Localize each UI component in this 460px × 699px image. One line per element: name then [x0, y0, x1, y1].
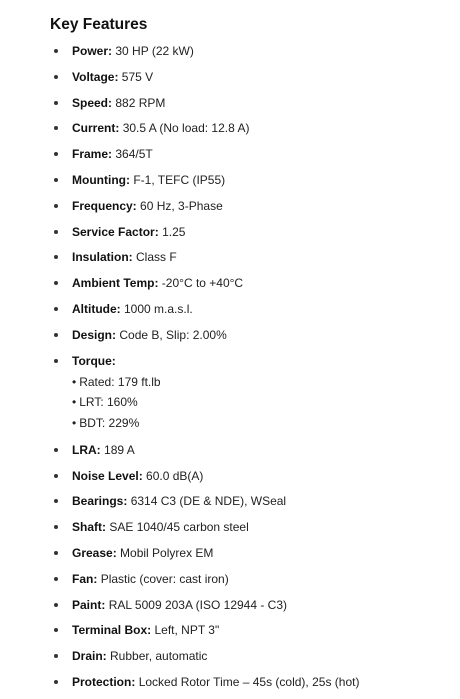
feature-value: 189 A	[104, 442, 135, 457]
feature-value: Rubber, automatic	[110, 649, 208, 664]
sub-item-text: LRT: 160%	[79, 395, 138, 410]
feature-value: 882 RPM	[115, 95, 166, 110]
bullet-icon	[54, 126, 58, 130]
bullet-icon	[54, 525, 58, 529]
sub-bullet-icon: •	[72, 415, 77, 430]
feature-label: Shaft:	[72, 520, 106, 535]
bullet-icon	[54, 474, 58, 478]
feature-value: 30.5 A (No load: 12.8 A)	[122, 121, 250, 136]
bullet-icon	[54, 204, 58, 208]
feature-value: 1000 m.a.s.l.	[124, 301, 193, 316]
feature-label: Fan:	[72, 571, 98, 586]
bullet-icon	[54, 603, 58, 607]
feature-value: Plastic (cover: cast iron)	[100, 571, 229, 586]
bullet-icon	[54, 49, 58, 53]
feature-list	[0, 42, 460, 699]
feature-label: Frequency:	[72, 198, 137, 213]
sub-list-item	[72, 413, 460, 434]
feature-value: -20°C to +40°C	[161, 276, 244, 291]
bullet-icon	[54, 281, 58, 285]
feature-value: SAE 1040/45 carbon steel	[109, 520, 249, 535]
feature-value: Mobil Polyrex EM	[120, 546, 214, 561]
feature-label: Speed:	[72, 95, 113, 110]
bullet-icon	[54, 551, 58, 555]
feature-item	[0, 119, 460, 137]
feature-label: Torque:	[72, 353, 116, 368]
sub-list-item	[72, 372, 460, 393]
feature-value: 60.0 dB(A)	[146, 468, 204, 483]
bullet-icon	[54, 333, 58, 337]
feature-label: Noise Level:	[72, 468, 143, 483]
feature-item	[0, 300, 460, 318]
feature-value: 6314 C3 (DE & NDE), WSeal	[130, 494, 287, 509]
sub-list	[72, 372, 460, 434]
feature-item	[0, 544, 460, 562]
bullet-icon	[54, 152, 58, 156]
sub-bullet-icon: •	[72, 374, 77, 389]
feature-label: Terminal Box:	[72, 623, 152, 638]
feature-value: Left, NPT 3"	[154, 623, 220, 638]
feature-value: 575 V	[121, 69, 154, 84]
feature-label: LRA:	[72, 442, 101, 457]
feature-item	[0, 441, 460, 459]
feature-item	[0, 352, 460, 434]
feature-item	[0, 492, 460, 510]
bullet-icon	[54, 448, 58, 452]
feature-label: Frame:	[72, 147, 113, 162]
sub-item-text: BDT: 229%	[79, 415, 140, 430]
feature-label: Bearings:	[72, 494, 128, 509]
feature-label: Insulation:	[72, 250, 133, 265]
feature-label: Mounting:	[72, 172, 130, 187]
bullet-icon	[54, 359, 58, 363]
feature-value: F-1, TEFC (IP55)	[133, 172, 226, 187]
feature-item	[0, 518, 460, 536]
feature-item	[0, 223, 460, 241]
bullet-icon	[54, 307, 58, 311]
feature-item	[0, 326, 460, 344]
feature-item	[0, 596, 460, 614]
feature-label: Paint:	[72, 597, 106, 612]
feature-value: Code B, Slip: 2.00%	[119, 327, 227, 342]
feature-label: Grease:	[72, 546, 117, 561]
feature-label: Current:	[72, 121, 120, 136]
feature-label: Drain:	[72, 649, 107, 664]
feature-item	[0, 621, 460, 639]
feature-item	[0, 467, 460, 485]
feature-value: 364/5T	[115, 147, 153, 162]
feature-item	[0, 42, 460, 60]
feature-label: Protection:	[72, 675, 136, 690]
bullet-icon	[54, 654, 58, 658]
feature-item	[0, 673, 460, 691]
feature-item	[0, 145, 460, 163]
feature-value: 1.25	[162, 224, 186, 239]
bullet-icon	[54, 230, 58, 234]
feature-label: Design:	[72, 327, 117, 342]
feature-value: Class F	[136, 250, 177, 265]
sub-bullet-icon: •	[72, 395, 77, 410]
feature-label: Ambient Temp:	[72, 276, 159, 291]
feature-item	[0, 68, 460, 86]
bullet-icon	[54, 255, 58, 259]
feature-item	[0, 274, 460, 292]
feature-value: RAL 5009 203A (ISO 12944 - C3)	[108, 597, 288, 612]
bullet-icon	[54, 75, 58, 79]
feature-item	[0, 570, 460, 588]
bullet-icon	[54, 680, 58, 684]
section-heading: Key Features	[50, 16, 148, 33]
feature-label: Service Factor:	[72, 224, 159, 239]
feature-value: 30 HP (22 kW)	[115, 44, 194, 58]
bullet-icon	[54, 628, 58, 632]
feature-item	[0, 248, 460, 266]
sub-list-item	[72, 392, 460, 413]
feature-value: Locked Rotor Time – 45s (cold), 25s (hot)	[138, 675, 360, 690]
feature-item	[0, 171, 460, 189]
sub-item-text: Rated: 179 ft.lb	[79, 374, 161, 389]
feature-label: Altitude:	[72, 301, 121, 316]
feature-item	[0, 94, 460, 112]
bullet-icon	[54, 577, 58, 581]
bullet-icon	[54, 499, 58, 503]
bullet-icon	[54, 101, 58, 105]
feature-item	[0, 197, 460, 215]
feature-label: Voltage:	[72, 69, 119, 84]
feature-item	[0, 647, 460, 665]
feature-label: Power:	[72, 44, 113, 58]
feature-value: 60 Hz, 3-Phase	[140, 198, 223, 213]
bullet-icon	[54, 178, 58, 182]
